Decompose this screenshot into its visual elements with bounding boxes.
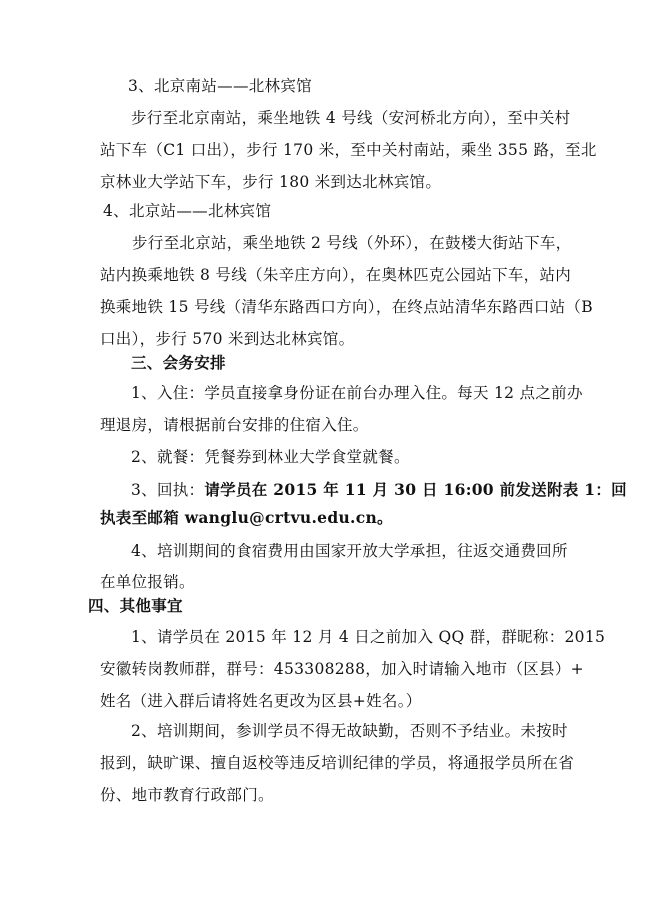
section-3-line-3: 京林业大学站下车，步行 180 米到达北林宾馆。 [100, 173, 442, 191]
other-2-line-2: 报到，缺旷课、擅自返校等违反培训纪律的学员，将通报学员所在省 [100, 754, 575, 772]
item-4-line-2: 在单位报销。 [100, 573, 195, 591]
section-4-line-4: 口出），步行 570 米到达北林宾馆。 [100, 330, 355, 348]
item-4-line-1: 4、培训期间的食宿费用由国家开放大学承担，往返交通费回所 [131, 542, 568, 560]
item-1-line-2: 理退房，请根据前台安排的住宿入住。 [100, 416, 369, 434]
section-3-line-1: 步行至北京南站，乘坐地铁 4 号线（安河桥北方向），至中关村 [131, 109, 571, 127]
section-4-line-3: 换乘地铁 15 号线（清华东路西口方向），在终点站清华东路西口站（B [100, 298, 593, 316]
other-2-line-3: 份、地市教育行政部门。 [100, 786, 274, 804]
section-3-heading: 3、北京南站——北林宾馆 [128, 77, 312, 95]
other-1-line-2: 安徽转岗教师群，群号：453308288，加入时请输入地市（区县）+ [100, 660, 584, 678]
section-4-heading: 4、北京站——北林宾馆 [103, 202, 272, 220]
section-4-line-2: 站内换乘地铁 8 号线（朱辛庄方向），在奥林匹克公园站下车，站内 [100, 266, 572, 284]
other-1-line-3: 姓名（进入群后请将姓名更改为区县+姓名。） [100, 692, 422, 710]
item-2-line: 2、就餐：凭餐券到林业大学食堂就餐。 [131, 448, 410, 466]
item-1-line-1: 1、入住：学员直接拿身份证在前台办理入住。每天 12 点之前办 [131, 384, 583, 402]
other-2-line-1: 2、培训期间，参训学员不得无故缺勤，否则不予结业。未按时 [131, 722, 568, 740]
section-three-title: 三、会务安排 [131, 353, 226, 372]
item-3-line-2: 执表至邮箱 wanglu@crtvu.edu.cn。 [100, 508, 393, 527]
section-3-line-2: 站下车（C1 口出），步行 170 米，至中关村南站，乘坐 355 路，至北 [100, 141, 597, 159]
item-3-prefix: 3、回执： [131, 481, 205, 499]
item-3-bold-text: 请学员在 2015 年 11 月 30 日 16:00 前发送附表 1：回 [204, 480, 627, 499]
section-4-line-1: 步行至北京站，乘坐地铁 2 号线（外环），在鼓楼大街站下车， [132, 234, 572, 252]
item-3-line-1 [131, 480, 647, 500]
section-four-title: 四、其他事宜 [88, 596, 183, 615]
other-1-line-1: 1、请学员在 2015 年 12 月 4 日之前加入 QQ 群，群昵称：2015 [131, 628, 606, 646]
